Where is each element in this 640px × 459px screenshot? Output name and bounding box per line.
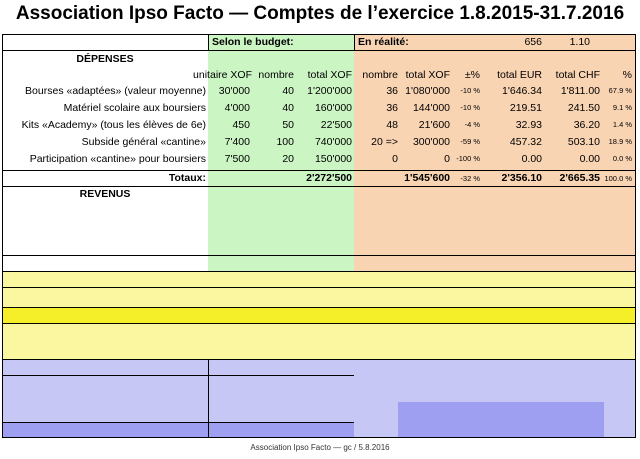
dep-pct: -10 %	[460, 86, 480, 95]
dep-tot: 740'000	[314, 136, 352, 148]
dep-pct: -10 %	[460, 103, 480, 112]
dep-n: 50	[282, 119, 294, 131]
revenus-title: REVENUS	[79, 188, 131, 200]
dep-tot: 22'500	[320, 119, 352, 131]
dep-rtot: 0	[444, 153, 450, 165]
dep-rn: 0	[392, 153, 398, 165]
dispo-bg	[398, 402, 604, 438]
versement-row-bg	[2, 307, 636, 323]
dep-chf: 1'811.00	[560, 85, 600, 97]
col-total-eur: total EUR	[497, 69, 542, 81]
dep-n: 20	[282, 153, 294, 165]
dep-n: 40	[282, 85, 294, 97]
rate-chf: 1.10	[569, 36, 590, 48]
rate-eur: 656	[524, 36, 542, 48]
dep-unit: 7'500	[224, 153, 250, 165]
dep-totaux-pct: -32 %	[460, 174, 480, 183]
dep-share: 18.9 %	[608, 137, 632, 146]
dep-totaux-eur: 2'356.10	[501, 172, 542, 184]
accounts-sheet	[2, 34, 636, 438]
dep-totaux-chf: 2'665.35	[559, 172, 600, 184]
depenses-title: DÉPENSES	[76, 53, 134, 65]
col-unitaire-xof: unitaire XOF	[193, 69, 252, 81]
dep-totaux-budget: 2'272'500	[306, 172, 352, 184]
col-share: %	[622, 69, 632, 81]
dep-eur: 457.32	[509, 136, 542, 148]
dep-totaux-reel: 1'545'600	[404, 172, 450, 184]
dep-tot: 1'200'000	[307, 85, 352, 97]
dep-tot: 160'000	[314, 102, 352, 114]
dep-n: 100	[276, 136, 294, 148]
col-pct: ±%	[464, 69, 480, 81]
en-banque-bg	[2, 422, 354, 438]
dep-pct: -59 %	[460, 137, 480, 146]
dep-eur: 32.93	[515, 119, 542, 131]
dep-row-label: Subside général «cantine»	[81, 136, 206, 148]
reel-header: En réalité:	[358, 36, 409, 48]
dep-share: 9.1 %	[612, 103, 632, 112]
dep-rtot: 300'000	[412, 136, 450, 148]
dep-eur: 1'646.34	[502, 85, 542, 97]
dep-share: 67.9 %	[608, 86, 632, 95]
dep-rtot: 144'000	[412, 102, 450, 114]
dep-row-label: Bourses «adaptées» (valeur moyenne)	[25, 85, 206, 97]
dep-rn: 36	[386, 85, 398, 97]
dep-pct: -100 %	[456, 154, 480, 163]
dep-unit: 450	[232, 119, 250, 131]
dep-totaux-share: 100.0 %	[604, 174, 632, 183]
col-reel-total-xof: total XOF	[405, 69, 450, 81]
resultat-row-bg	[2, 271, 636, 307]
realite-row-bg	[2, 323, 636, 359]
col-total-chf: total CHF	[555, 69, 600, 81]
col-reel-nombre: nombre	[362, 69, 398, 81]
dep-rn: 36	[386, 102, 398, 114]
dep-share: 1.4 %	[612, 120, 632, 129]
dep-row-label: Matériel scolaire aux boursiers	[63, 102, 206, 114]
dep-share: 0.0 %	[612, 154, 632, 163]
dep-rtot: 21'600	[418, 119, 450, 131]
dep-rn: 48	[386, 119, 398, 131]
dep-row-label: Kits «Academy» (tous les élèves de 6e)	[21, 119, 206, 131]
dep-pct: -4 %	[464, 120, 480, 129]
col-total-xof: total XOF	[307, 69, 352, 81]
dep-chf: 503.10	[567, 136, 600, 148]
dep-row-label: Participation «cantine» pour boursiers	[29, 153, 206, 165]
dep-chf: 0.00	[579, 153, 600, 165]
col-nombre: nombre	[258, 69, 294, 81]
dep-n: 40	[282, 102, 294, 114]
dep-unit: 4'000	[224, 102, 250, 114]
dep-rtot: 1'080'000	[405, 85, 450, 97]
budget-header: Selon le budget:	[212, 36, 294, 48]
dep-unit: 30'000	[218, 85, 250, 97]
dep-rn: 20 =>	[371, 136, 398, 148]
dep-chf: 241.50	[567, 102, 600, 114]
dep-chf: 36.20	[573, 119, 600, 131]
dep-tot: 150'000	[314, 153, 352, 165]
dep-eur: 219.51	[509, 102, 542, 114]
dep-eur: 0.00	[521, 153, 542, 165]
dep-unit: 7'400	[224, 136, 250, 148]
footer: Association Ipso Facto — gc / 5.8.2016	[250, 443, 390, 452]
dep-totaux-label: Totaux:	[168, 172, 206, 184]
page-title: Association Ipso Facto — Comptes de l’exercice 1.8.2015-31.7.2016	[15, 3, 625, 24]
